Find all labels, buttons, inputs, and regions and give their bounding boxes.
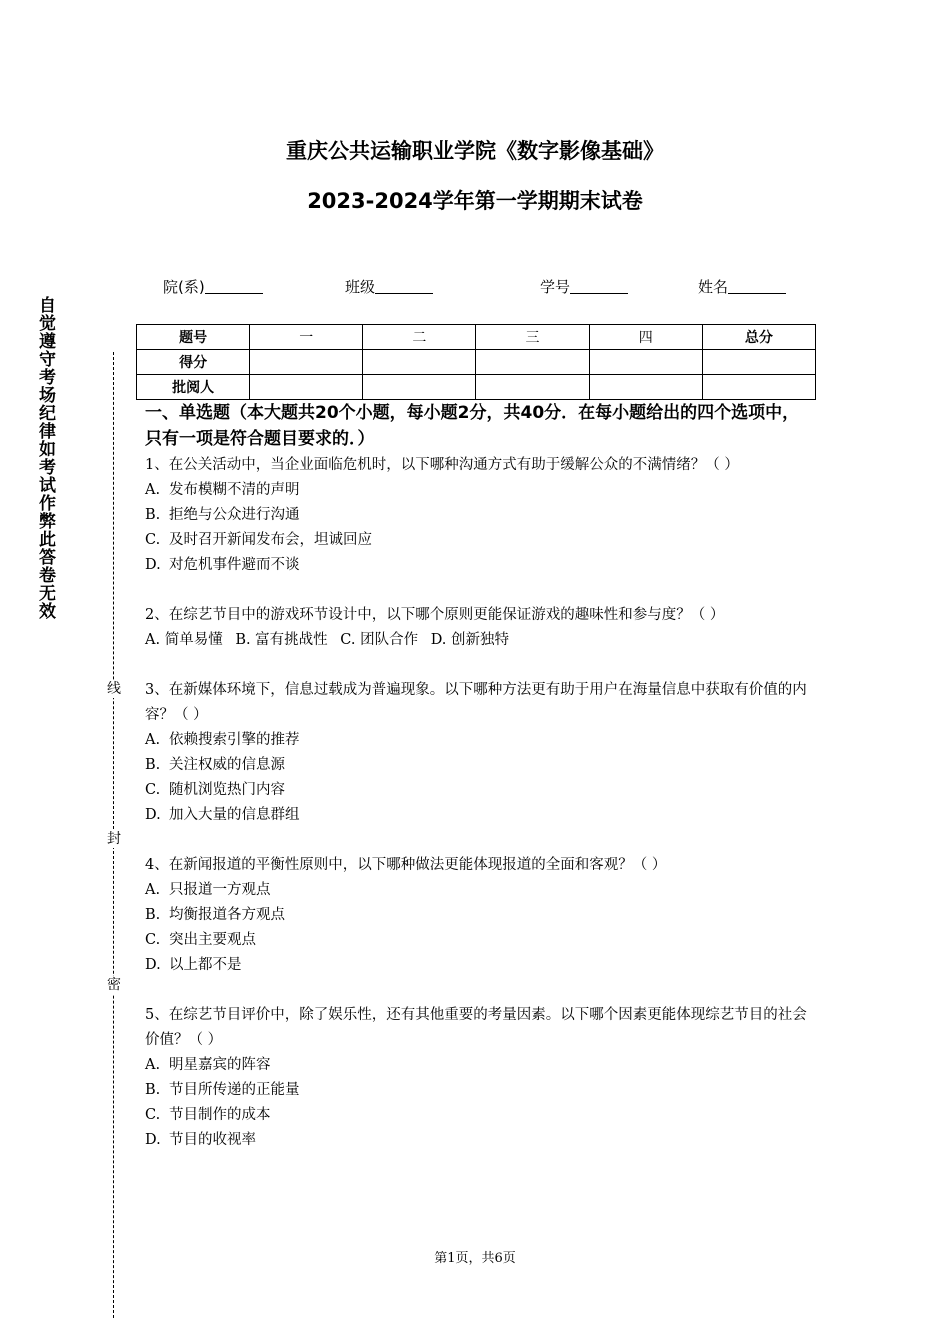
- option: [145, 928, 815, 953]
- score-table-grader-row: [137, 375, 816, 400]
- score-cell: [476, 350, 589, 375]
- option: [145, 528, 815, 553]
- option: [145, 803, 815, 828]
- student-id-field: [540, 276, 628, 297]
- inline-options: [145, 628, 815, 653]
- option: [145, 878, 815, 903]
- option: [145, 903, 815, 928]
- col-header-total: 总分: [702, 325, 815, 350]
- option-letter: C.: [145, 782, 161, 798]
- option-text: 拒绝与公众进行沟通: [169, 507, 300, 523]
- grader-cell: [363, 375, 476, 400]
- question-stem: 5、在综艺节目评价中，除了娱乐性，还有其他重要的考量因素。以下哪个因素更能体现综艺节目的社会价值？（ ）: [145, 1007, 807, 1048]
- question-stem: 4、在新闻报道的平衡性原则中，以下哪种做法更能体现报道的全面和客观？（ ）: [145, 857, 667, 873]
- row-label-question-no: 题号: [137, 325, 250, 350]
- option-letter: B.: [145, 507, 161, 523]
- col-header: 二: [363, 325, 476, 350]
- option-text: 节目的收视率: [169, 1132, 256, 1148]
- score-cell: [250, 350, 363, 375]
- question-stem: 3、在新媒体环境下，信息过载成为普遍现象。以下哪种方法更有助于用户在海量信息中获取有价值的内容？（ ）: [145, 682, 807, 723]
- score-cell: [589, 350, 702, 375]
- option-letter: C.: [145, 1107, 161, 1123]
- name-label: 姓名: [698, 278, 729, 296]
- question-section: [145, 400, 815, 1153]
- question-4: [145, 853, 815, 978]
- grader-cell: [250, 375, 363, 400]
- score-table: [136, 324, 816, 400]
- question-2: [145, 603, 815, 653]
- option-text: 随机浏览热门内容: [169, 782, 285, 798]
- option-letter: B.: [145, 907, 161, 923]
- option: [145, 478, 815, 503]
- question-5: [145, 1003, 815, 1153]
- option: [145, 1053, 815, 1078]
- option-text: 以上都不是: [169, 957, 242, 973]
- score-table-score-row: [137, 350, 816, 375]
- seal-char-seal: 封: [107, 831, 121, 847]
- option-letter: D.: [145, 807, 161, 823]
- option-letter: C.: [145, 932, 161, 948]
- dept-field: [163, 276, 263, 297]
- col-header: 四: [589, 325, 702, 350]
- option-text: 加入大量的信息群组: [169, 807, 300, 823]
- col-header: 三: [476, 325, 589, 350]
- class-blank: [375, 278, 433, 294]
- grader-cell: [589, 375, 702, 400]
- option-letter: D.: [145, 1132, 161, 1148]
- student-id-label: 学号: [540, 278, 571, 296]
- option: A. 简单易懂: [145, 632, 223, 648]
- row-label-score: 得分: [137, 350, 250, 375]
- option-letter: A.: [145, 482, 161, 498]
- exam-subtitle: 2023-2024学年第一学期期末试卷: [307, 189, 643, 213]
- col-header: 一: [250, 325, 363, 350]
- row-label-grader: 批阅人: [137, 375, 250, 400]
- option-letter: D.: [145, 557, 161, 573]
- option-text: 及时召开新闻发布会，坦诚回应: [169, 532, 372, 548]
- option: [145, 778, 815, 803]
- option: [145, 953, 815, 978]
- option-text: 关注权威的信息源: [169, 757, 285, 773]
- option-letter: A.: [145, 882, 161, 898]
- option: [145, 728, 815, 753]
- option-letter: B.: [145, 1082, 161, 1098]
- option-text: 节目所传递的正能量: [169, 1082, 300, 1098]
- score-cell: [702, 350, 815, 375]
- score-table-header-row: [137, 325, 816, 350]
- seal-char-line: 线: [107, 681, 121, 697]
- section-heading: 一、单选题（本大题共20个小题，每小题2分，共40分．在每小题给出的四个选项中，只有一项是符合题目要求的．）: [145, 403, 800, 449]
- option: [145, 1103, 815, 1128]
- dept-label: 院(系): [163, 278, 205, 296]
- seal-char-secret: 密: [107, 977, 121, 993]
- question-1: [145, 453, 815, 578]
- exam-discipline-notice: 自觉遵守考场纪律如考试作弊此答卷无效: [35, 296, 55, 620]
- option: [145, 1078, 815, 1103]
- option: C. 团队合作: [340, 632, 419, 648]
- option: [145, 1128, 815, 1153]
- option-text: 对危机事件避而不谈: [169, 557, 300, 573]
- page-number: 第1页，共6页: [434, 1251, 516, 1266]
- question-stem: 2、在综艺节目中的游戏环节设计中，以下哪个原则更能保证游戏的趣味性和参与度？（ ）: [145, 607, 725, 623]
- option-text: 依赖搜索引擎的推荐: [169, 732, 300, 748]
- question-stem: 1、在公关活动中，当企业面临危机时，以下哪种沟通方式有助于缓解公众的不满情绪？（ ）: [145, 457, 739, 473]
- option-letter: D.: [145, 957, 161, 973]
- student-id-blank: [570, 278, 628, 294]
- option-text: 节目制作的成本: [169, 1107, 271, 1123]
- score-cell: [363, 350, 476, 375]
- option-text: 均衡报道各方观点: [169, 907, 285, 923]
- option-letter: B.: [145, 757, 161, 773]
- option-text: 突出主要观点: [169, 932, 256, 948]
- option: [145, 503, 815, 528]
- exam-title: 重庆公共运输职业学院《数字影像基础》: [286, 139, 664, 163]
- class-field: [345, 276, 433, 297]
- class-label: 班级: [345, 278, 376, 296]
- option-letter: C.: [145, 532, 161, 548]
- grader-cell: [702, 375, 815, 400]
- option-text: 只报道一方观点: [169, 882, 271, 898]
- name-field: [698, 276, 786, 297]
- option: D. 创新独特: [430, 632, 510, 648]
- option: B. 富有挑战性: [235, 632, 328, 648]
- option-text: 发布模糊不清的声明: [169, 482, 300, 498]
- name-blank: [728, 278, 786, 294]
- option: [145, 553, 815, 578]
- grader-cell: [476, 375, 589, 400]
- dept-blank: [205, 278, 263, 294]
- question-3: [145, 678, 815, 828]
- option-letter: A.: [145, 1057, 161, 1073]
- option: [145, 753, 815, 778]
- option-text: 明星嘉宾的阵容: [169, 1057, 271, 1073]
- option-letter: A.: [145, 732, 161, 748]
